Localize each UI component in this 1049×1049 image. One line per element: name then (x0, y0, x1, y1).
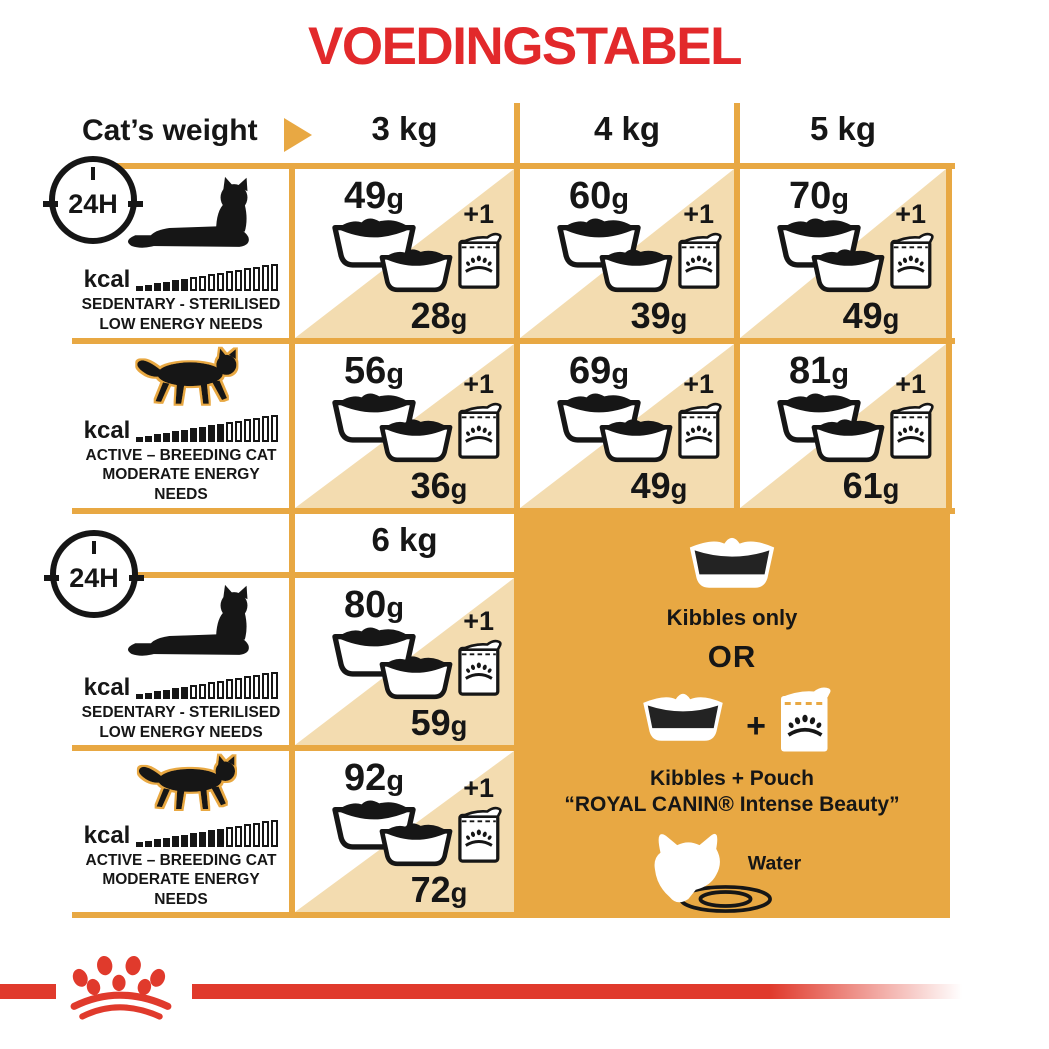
walking-cat-icon (104, 346, 276, 412)
water-icon (597, 821, 867, 918)
kibble-bowl-icon (375, 248, 457, 296)
kcal-meter: kcal (84, 263, 279, 291)
mixed-amount: 39g (630, 295, 688, 336)
24h-badge: 24H (50, 530, 138, 618)
grid-line (72, 912, 520, 918)
kibbles-amount: 81g (789, 350, 849, 392)
kibble-bowl-icon (375, 418, 457, 466)
plus-one-pouch: +1 (683, 369, 714, 399)
mixed-amount: 36g (410, 465, 468, 506)
profile-line2: MODERATE ENERGY NEEDS (102, 871, 260, 908)
mixed-amount: 59g (410, 702, 468, 743)
plus-one-pouch: +1 (463, 773, 494, 803)
weight-header-6kg: 6 kg (371, 521, 438, 558)
walking-cat-icon (104, 753, 276, 817)
pouch-icon (888, 230, 935, 292)
mixed-amount: 28g (410, 295, 468, 336)
plus-one-pouch: +1 (463, 606, 494, 636)
cell-active-3kg (295, 344, 514, 508)
kcal-bars (136, 415, 278, 442)
kcal-bars (136, 820, 278, 847)
kibbles-amount: 92g (344, 757, 404, 799)
royal-canin-crown-logo (66, 953, 178, 1021)
kcal-meter: kcal (84, 414, 279, 442)
kibbles-amount: 60g (569, 175, 629, 217)
kibbles-amount: 69g (569, 350, 629, 392)
kibbles-pouch-label: Kibbles + Pouch (650, 767, 814, 791)
pouch-icon (456, 804, 503, 866)
cell-active-4kg (520, 344, 734, 508)
kcal-bars (136, 264, 278, 291)
profile-line2: LOW ENERGY NEEDS (99, 315, 263, 333)
profile-line2: LOW ENERGY NEEDS (99, 723, 263, 741)
kibble-bowl-icon (807, 418, 889, 466)
weight-header-4kg: 4 kg (593, 110, 661, 147)
badge-dash (129, 575, 144, 581)
clock-tick (92, 541, 96, 554)
pouch-icon (456, 400, 503, 462)
kibble-bowl-icon (375, 655, 457, 703)
weight-header-3kg: 3 kg (371, 110, 438, 147)
cell-sedentary-6kg (295, 578, 514, 745)
profile-line1: ACTIVE – BREEDING CAT (85, 851, 277, 869)
profile-line2: MODERATE ENERGY NEEDS (102, 466, 260, 503)
badge-dash (43, 201, 58, 207)
badge-dash (128, 201, 143, 207)
kibble-bowl-icon (595, 418, 677, 466)
pouch-icon (888, 400, 935, 462)
plus-one-pouch: +1 (683, 199, 714, 229)
pouch-icon (456, 230, 503, 292)
pouch-icon (676, 400, 723, 462)
clock-tick (91, 167, 95, 180)
legend-panel (514, 514, 950, 918)
kibbles-only-label: Kibbles only (666, 605, 798, 631)
page-title: VOEDINGSTABEL (308, 17, 741, 76)
cell-sedentary-3kg (295, 169, 514, 338)
plus-one-pouch: +1 (895, 199, 926, 229)
kcal-meter: kcal (84, 819, 279, 847)
mixed-amount: 49g (842, 295, 900, 336)
kibbles-amount: 70g (789, 175, 849, 217)
or-label: OR (707, 639, 757, 675)
pouch-icon (778, 685, 832, 755)
lying-cat-icon (119, 176, 279, 261)
cell-sedentary-4kg (520, 169, 734, 338)
mixed-amount: 72g (410, 869, 468, 910)
plus-one-pouch: +1 (463, 199, 494, 229)
mixed-amount: 61g (842, 465, 900, 506)
pouch-icon (456, 637, 503, 699)
mixed-amount: 49g (630, 465, 688, 506)
kibble-bowl-icon (673, 536, 791, 595)
kcal-meter: kcal (84, 671, 279, 699)
lying-cat-icon (119, 584, 279, 669)
profile-line1: ACTIVE – BREEDING CAT (85, 446, 277, 464)
kibble-bowl-icon (807, 248, 889, 296)
profile-line1: SEDENTARY - STERILISED (81, 296, 281, 314)
cell-active-5kg (740, 344, 946, 508)
profile-line1: SEDENTARY - STERILISED (81, 704, 281, 722)
plus-sign: + (746, 706, 766, 745)
cats-weight-label: Cat’s weight (82, 114, 258, 147)
kibbles-amount: 80g (344, 584, 404, 626)
profile-active (74, 346, 288, 504)
kibble-bowl-icon (375, 822, 457, 870)
profile-active (74, 753, 288, 909)
water-label: Water (747, 852, 802, 875)
kibbles-amount: 49g (344, 175, 404, 217)
pouch-icon (676, 230, 723, 292)
product-name-label: “ROYAL CANIN® Intense Beauty” (564, 793, 900, 817)
cell-active-6kg (295, 751, 514, 912)
kibble-bowl-icon (632, 692, 734, 748)
kcal-bars (136, 672, 278, 699)
24h-badge: 24H (49, 156, 137, 244)
kibble-bowl-icon (595, 248, 677, 296)
badge-dash (44, 575, 59, 581)
kibbles-amount: 56g (344, 350, 404, 392)
plus-one-pouch: +1 (463, 369, 494, 399)
weight-header-5kg: 5 kg (809, 110, 877, 147)
cell-sedentary-5kg (740, 169, 946, 338)
plus-one-pouch: +1 (895, 369, 926, 399)
